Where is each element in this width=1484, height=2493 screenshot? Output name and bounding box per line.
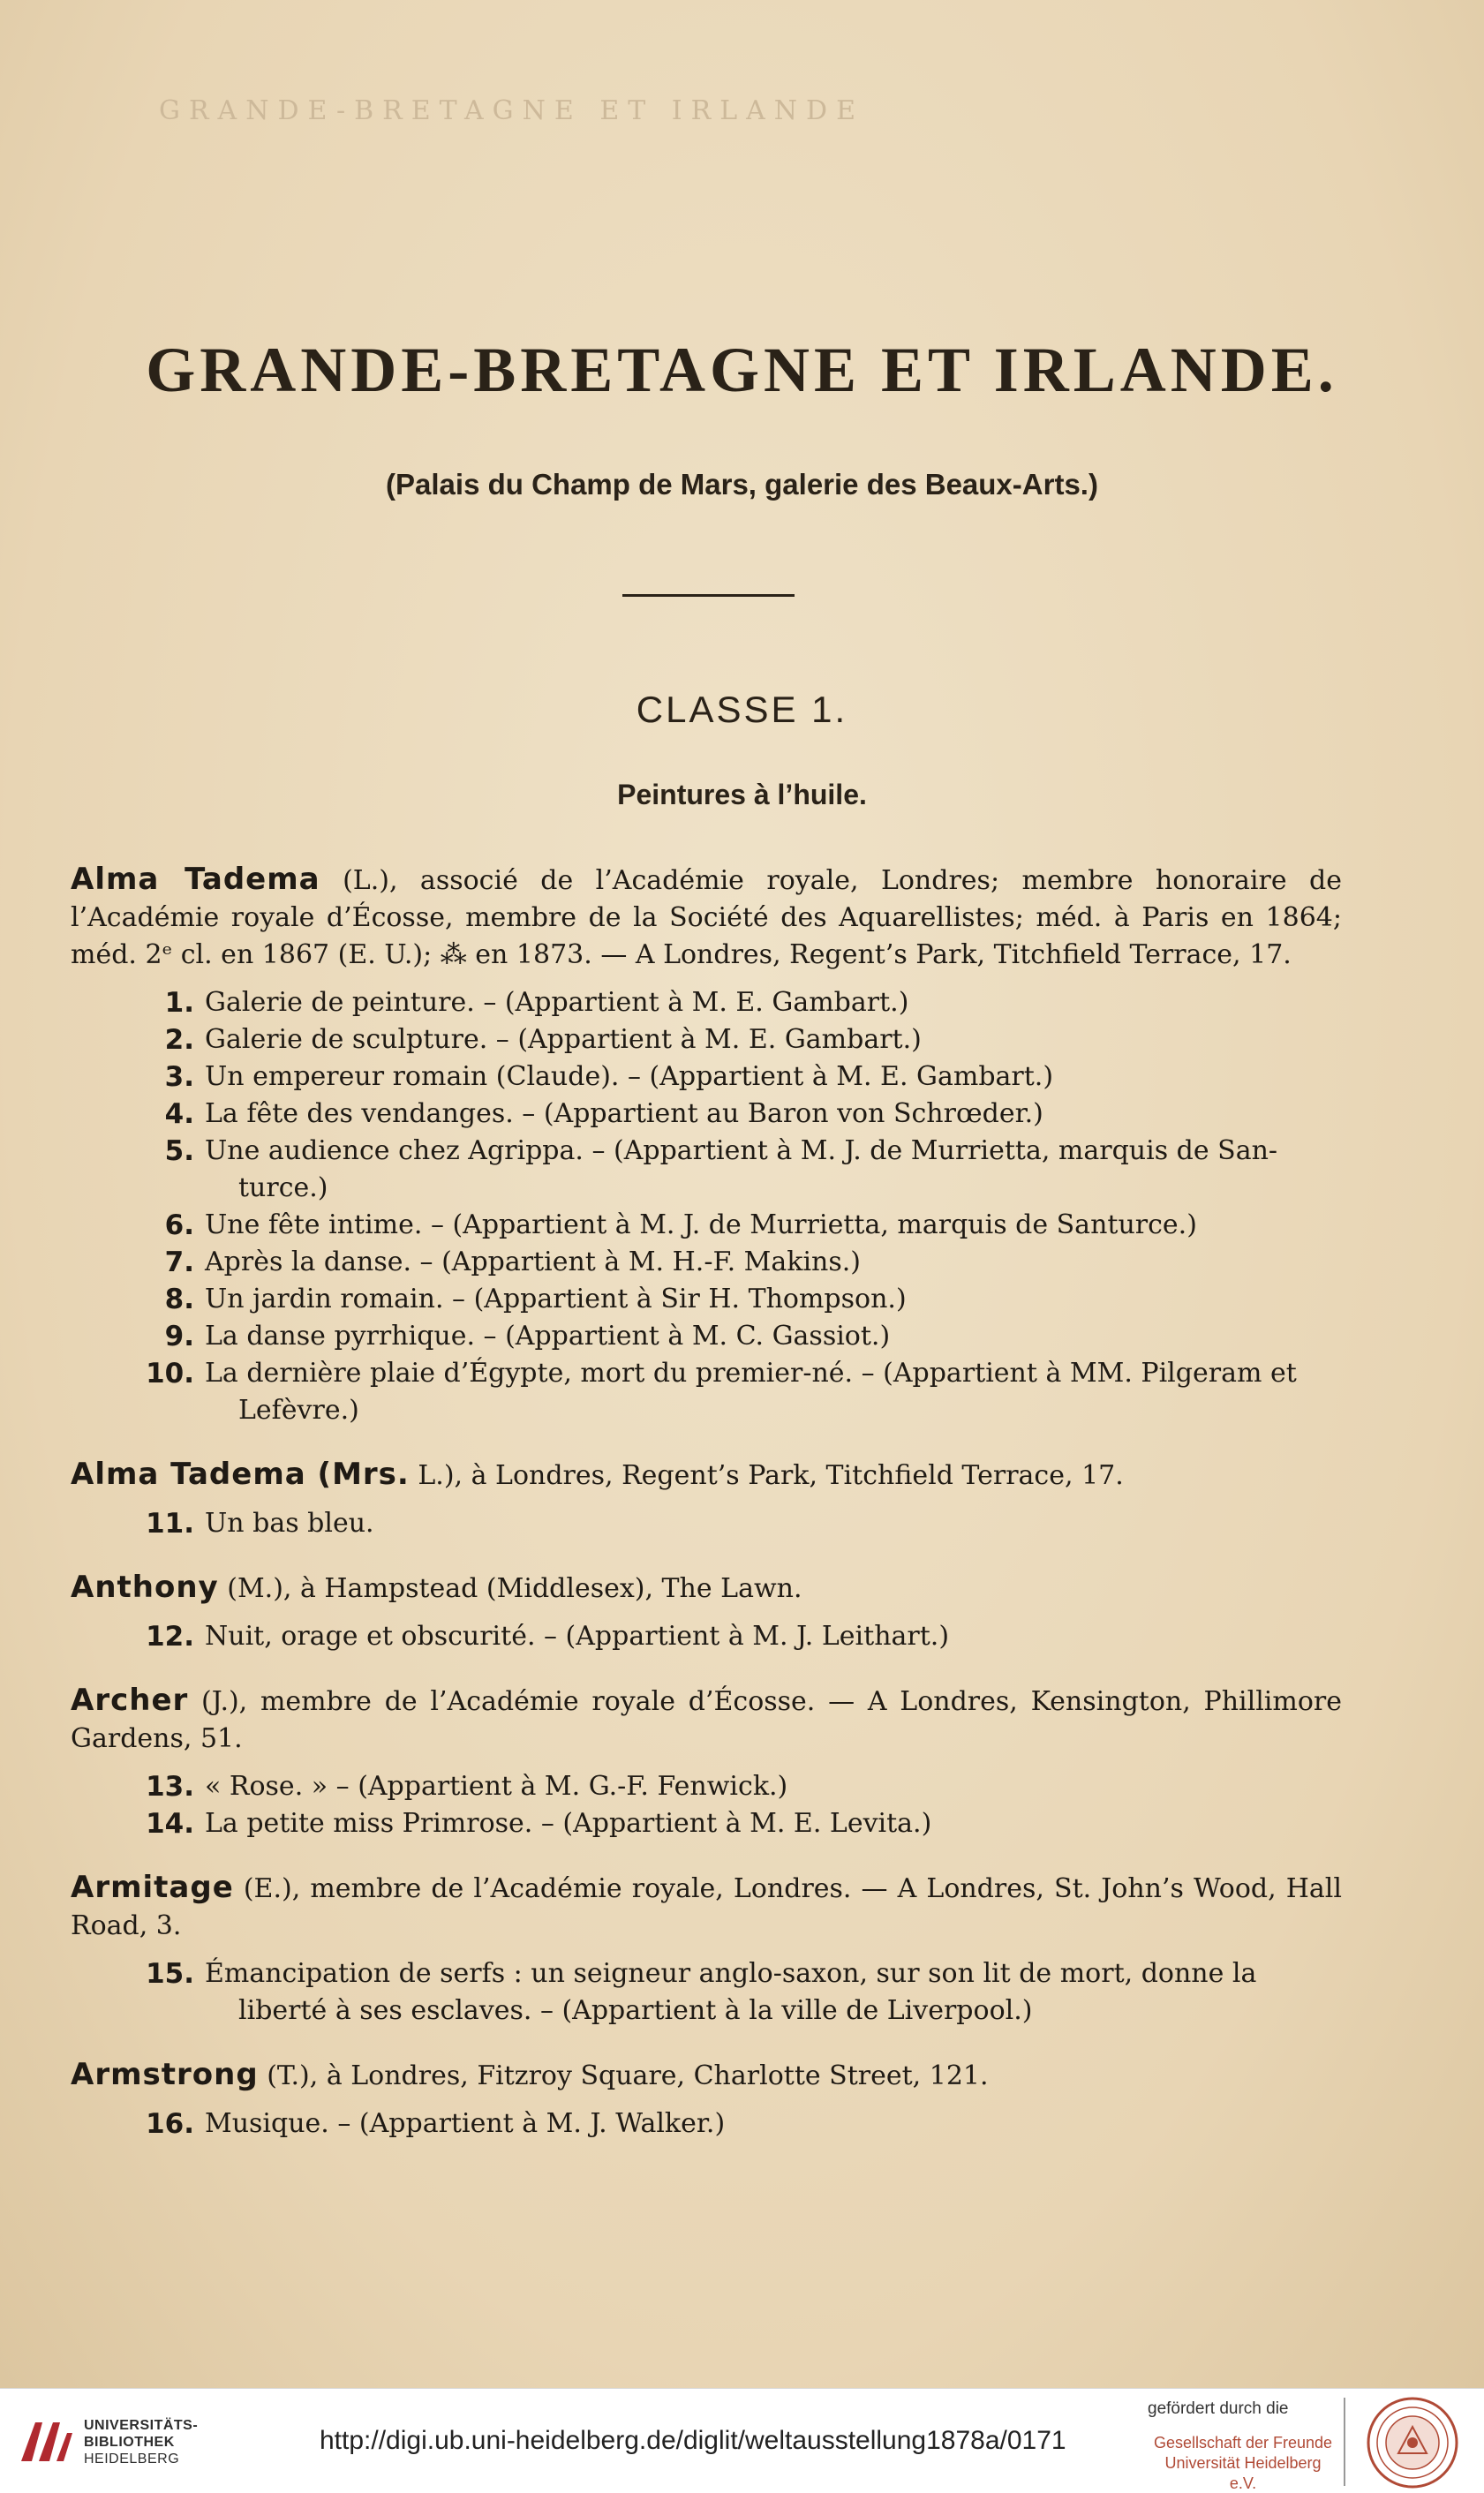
work-item	[71, 1096, 1342, 1133]
work-title: La petite miss Primrose. – (Appartient à M. E. Levita.)	[205, 1808, 932, 1839]
sponsor-line1: Gesellschaft der Freunde	[1153, 2434, 1333, 2452]
work-title: Galerie de peinture. – (Appartient à M. E. Gambart.)	[205, 987, 909, 1018]
work-number: 1.	[164, 987, 194, 1019]
bleed-through-text: GRANDE-BRETAGNE ET IRLANDE	[159, 95, 865, 126]
work-item	[71, 1318, 1342, 1355]
work-number: 6.	[164, 1209, 194, 1241]
university-seal-icon	[1367, 2397, 1458, 2489]
work-number: 13.	[146, 1771, 194, 1803]
work-title-continuation: turce.)	[238, 1172, 328, 1203]
artist-heading	[71, 861, 1342, 974]
artist-entry	[71, 861, 1342, 1429]
works-list	[71, 984, 1342, 1429]
work-item	[71, 2105, 1342, 2143]
works-list	[71, 1618, 1342, 1655]
work-title: Un bas bleu.	[205, 1508, 374, 1539]
artist-name: Armstrong	[71, 2057, 259, 2092]
artist-heading	[71, 1456, 1342, 1495]
work-item	[71, 1281, 1342, 1318]
works-list	[71, 2105, 1342, 2143]
sponsor-divider	[1344, 2398, 1345, 2486]
artist-details: (E.), membre de l’Académie royale, Londres. — A Londres, St. John’s Wood, Hall Road, 3.	[71, 1873, 1342, 1941]
permalink-url[interactable]: http://digi.ub.uni-heidelberg.de/diglit/weltausstellung1878a/0171	[320, 2426, 1066, 2455]
page-subtitle: (Palais du Champ de Mars, galerie des Beaux-Arts.)	[386, 468, 1098, 501]
work-title: Un empereur romain (Claude). – (Appartient à M. E. Gambart.)	[205, 1061, 1054, 1092]
footer-bar	[0, 2388, 1484, 2493]
work-item	[71, 1207, 1342, 1244]
work-title: Nuit, orage et obscurité. – (Appartient à M. J. Leithart.)	[205, 1621, 950, 1652]
work-item	[71, 1805, 1342, 1842]
class-heading: CLASSE 1.	[636, 689, 848, 730]
work-number: 15.	[146, 1958, 194, 1990]
artist-name: Alma Tadema	[71, 862, 320, 897]
artist-details: (L.), associé de l’Académie royale, Londres; membre honoraire de l’Académie royale d’Écosse, membre de la Société des Aquarellistes; méd. à Paris en 1864; méd. 2ᵉ cl. en 1867 (E. U.); ⁂ en 1873. — A Londres, Regent’s Park, Titchfield Terrace, 17.	[71, 865, 1342, 970]
sponsor-line2: Universität Heidelberg e.V.	[1164, 2454, 1322, 2492]
work-item	[71, 1618, 1342, 1655]
work-item	[71, 984, 1342, 1021]
work-title: Émancipation de serfs : un seigneur anglo-saxon, sur son lit de mort, donne la	[205, 1958, 1257, 1989]
page-title: GRANDE-BRETAGNE ET IRLANDE.	[146, 335, 1338, 405]
work-number: 11.	[146, 1508, 194, 1540]
work-title: Galerie de sculpture. – (Appartient à M. E. Gambart.)	[205, 1024, 922, 1055]
catalogue-entries	[71, 861, 1342, 2169]
work-item	[71, 1355, 1342, 1429]
artist-heading	[71, 1569, 1342, 1608]
artist-heading	[71, 2056, 1342, 2095]
sponsor-label: gefördert durch die	[1148, 2399, 1289, 2418]
ub-line3: HEIDELBERG	[84, 2452, 180, 2467]
work-item	[71, 1058, 1342, 1096]
work-title: La fête des vendanges. – (Appartient au Baron von Schrœder.)	[205, 1098, 1043, 1129]
artist-name: Armitage	[71, 1870, 234, 1905]
work-item	[71, 1021, 1342, 1058]
work-title: Un jardin romain. – (Appartient à Sir H. Thompson.)	[205, 1284, 907, 1314]
ub-line2: BIBLIOTHEK	[84, 2435, 175, 2450]
work-title-continuation: Lefèvre.)	[238, 1395, 359, 1426]
work-number: 3.	[164, 1061, 194, 1093]
work-number: 14.	[146, 1808, 194, 1840]
work-number: 10.	[146, 1358, 194, 1390]
work-number: 9.	[164, 1321, 194, 1352]
work-number: 7.	[164, 1246, 194, 1278]
work-number: 12.	[146, 1621, 194, 1653]
work-item	[71, 1244, 1342, 1281]
work-number: 4.	[164, 1098, 194, 1130]
artist-entry	[71, 1456, 1342, 1542]
work-title: La danse pyrrhique. – (Appartient à M. C. Gassiot.)	[205, 1321, 891, 1352]
work-number: 8.	[164, 1284, 194, 1315]
works-list	[71, 1768, 1342, 1842]
artist-name: Archer	[71, 1683, 189, 1718]
work-item	[71, 1505, 1342, 1542]
artist-name: Alma Tadema (Mrs.	[71, 1457, 410, 1492]
university-library-logo-icon[interactable]	[16, 2415, 78, 2470]
work-number: 5.	[164, 1135, 194, 1167]
artist-details: L.), à Londres, Regent’s Park, Titchfield Terrace, 17.	[409, 1460, 1124, 1491]
artist-name: Anthony	[71, 1570, 219, 1605]
work-title: Après la danse. – (Appartient à M. H.-F. Makins.)	[205, 1246, 861, 1277]
works-list	[71, 1505, 1342, 1542]
work-number: 2.	[164, 1024, 194, 1056]
works-list	[71, 1955, 1342, 2030]
university-library-name	[84, 2417, 198, 2467]
artist-entry	[71, 2056, 1342, 2143]
section-heading: Peintures à l’huile.	[617, 779, 867, 810]
work-title: Une audience chez Agrippa. – (Appartient à M. J. de Murrietta, marquis de San-	[205, 1135, 1278, 1166]
work-item	[71, 1955, 1342, 2030]
artist-heading	[71, 1682, 1342, 1758]
work-item	[71, 1133, 1342, 1207]
artist-details: (T.), à Londres, Fitzroy Square, Charlotte Street, 121.	[258, 2060, 989, 2091]
work-number: 16.	[146, 2108, 194, 2140]
artist-heading	[71, 1869, 1342, 1945]
work-title: « Rose. » – (Appartient à M. G.-F. Fenwick.)	[205, 1771, 788, 1802]
work-title: Une fête intime. – (Appartient à M. J. de Murrietta, marquis de Santurce.)	[205, 1209, 1197, 1240]
work-item	[71, 1768, 1342, 1805]
artist-entry	[71, 1569, 1342, 1655]
artist-entry	[71, 1869, 1342, 2030]
sponsor-name[interactable]	[1151, 2433, 1335, 2493]
artist-details: (J.), membre de l’Académie royale d’Écosse. — A Londres, Kensington, Phillimore Gardens, 51.	[71, 1686, 1342, 1754]
work-title: Musique. – (Appartient à M. J. Walker.)	[205, 2108, 726, 2139]
title-divider	[622, 594, 795, 597]
work-title-continuation: liberté à ses esclaves. – (Appartient à la ville de Liverpool.)	[238, 1995, 1033, 2026]
artist-entry	[71, 1682, 1342, 1842]
artist-details: (M.), à Hampstead (Middlesex), The Lawn.	[218, 1573, 802, 1604]
ub-line1: UNIVERSITÄTS-	[84, 2418, 199, 2433]
work-title: La dernière plaie d’Égypte, mort du premier-né. – (Appartient à MM. Pilgeram et	[205, 1358, 1297, 1389]
